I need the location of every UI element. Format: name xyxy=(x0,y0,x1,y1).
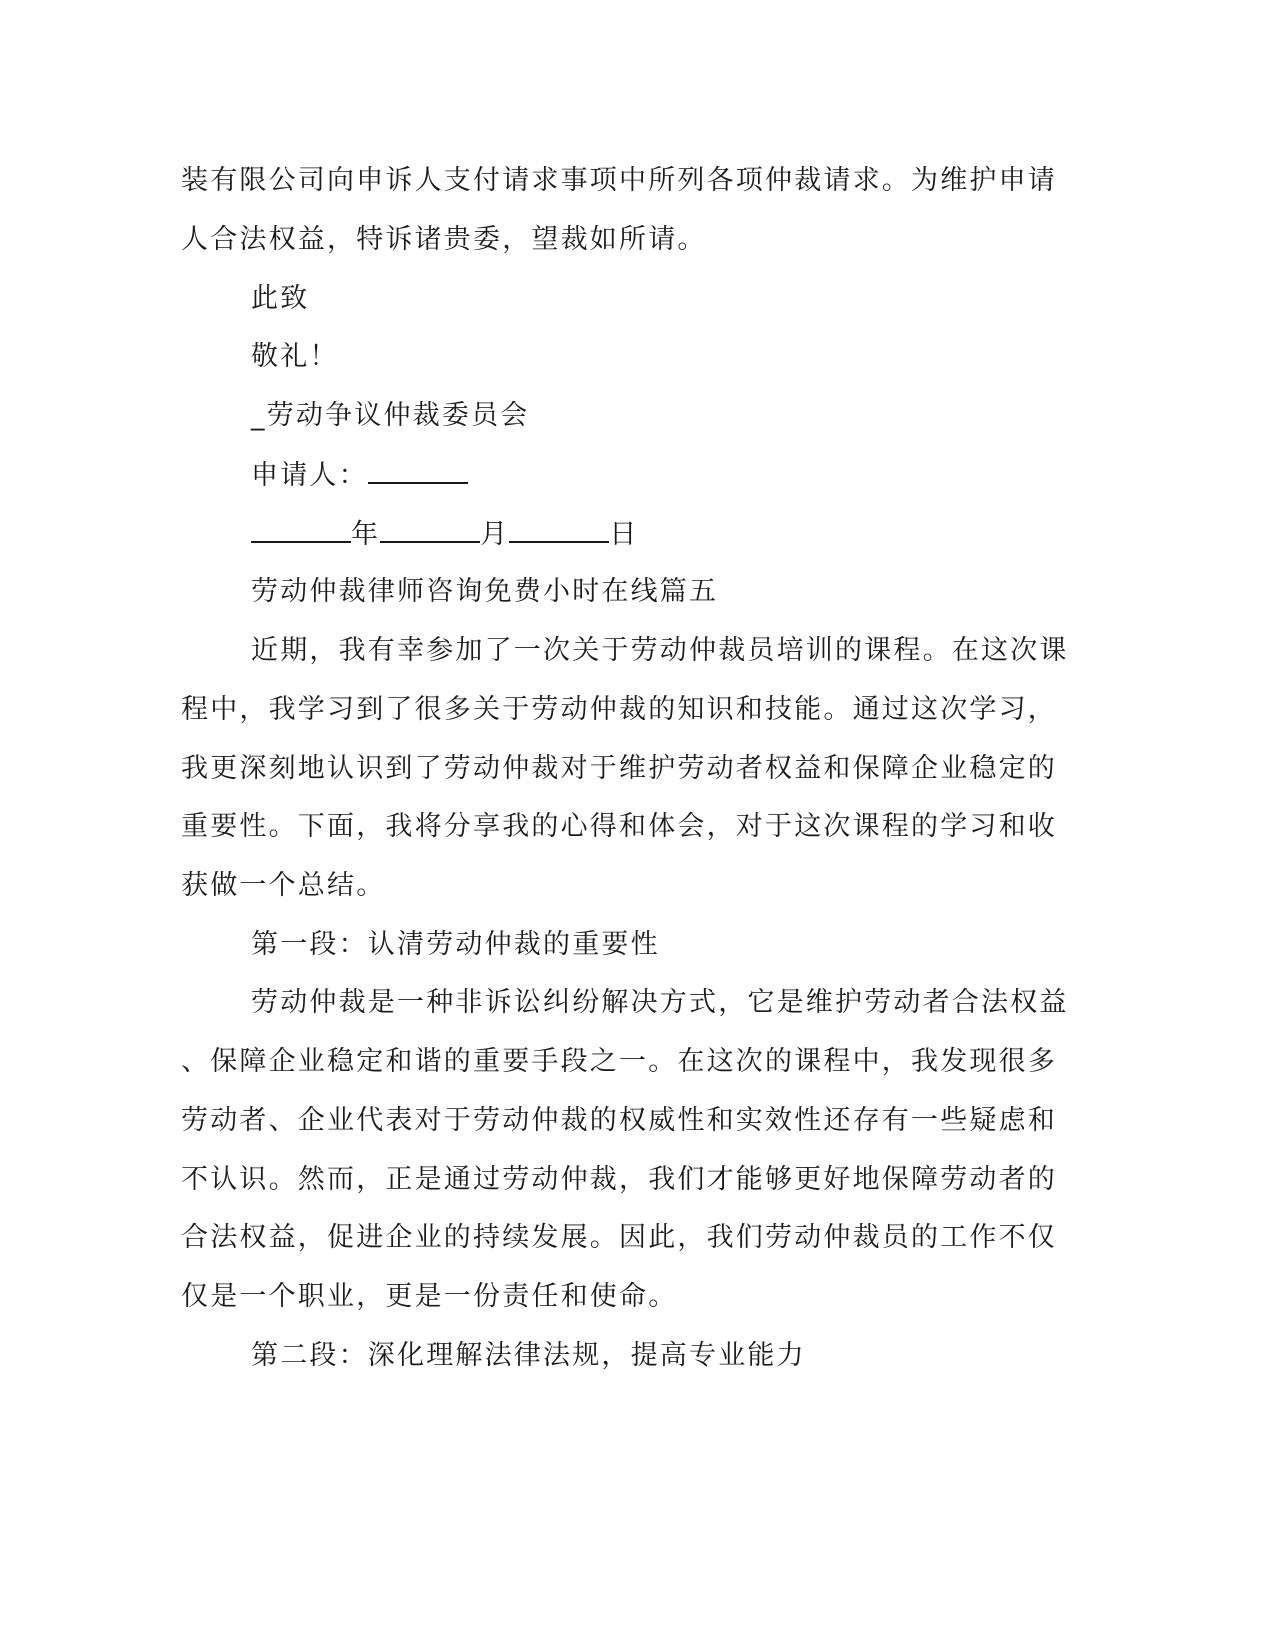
paragraph-line: 劳动者、企业代表对于劳动仲裁的权威性和实效性还存有一些疑虑和 xyxy=(181,1105,1057,1136)
paragraph-line: 近期，我有幸参加了一次关于劳动仲裁员培训的课程。在这次课 xyxy=(251,635,1069,666)
paragraph-line: 获做一个总结。 xyxy=(181,870,386,901)
salutation-line: 敬礼！ xyxy=(251,341,339,372)
paragraph-line: 我更深刻地认识到了劳动仲裁对于维护劳动者权益和保障企业稳定的 xyxy=(181,753,1057,784)
month-blank xyxy=(380,517,480,543)
applicant-line xyxy=(251,458,1121,493)
paragraph-line: 程中，我学习到了很多关于劳动仲裁的知识和技能。通过这次学习， xyxy=(181,694,1057,725)
paragraph-line: 不认识。然而，正是通过劳动仲裁，我们才能够更好地保障劳动者的 xyxy=(181,1164,1057,1195)
section-heading: 劳动仲裁律师咨询免费小时在线篇五 xyxy=(251,576,719,607)
year-label: 年 xyxy=(351,519,381,550)
paragraph-line: 人合法权益，特诉诸贵委，望裁如所请。 xyxy=(181,224,707,255)
date-line xyxy=(251,517,1121,552)
recipient-line: _劳动争议仲裁委员会 xyxy=(251,400,530,431)
paragraph-line: 重要性。下面，我将分享我的心得和体会，对于这次课程的学习和收 xyxy=(181,811,1057,842)
year-blank xyxy=(251,517,351,543)
paragraph-line: 合法权益，促进企业的持续发展。因此，我们劳动仲裁员的工作不仅 xyxy=(181,1222,1057,1253)
paragraph-line: 装有限公司向申诉人支付请求事项中所列各项仲裁请求。为维护申请 xyxy=(181,165,1057,196)
section-heading: 第一段：认清劳动仲裁的重要性 xyxy=(251,929,660,960)
day-blank xyxy=(509,517,609,543)
month-label: 月 xyxy=(480,519,510,550)
section-heading: 第二段：深化理解法律法规，提高专业能力 xyxy=(251,1340,806,1371)
applicant-blank xyxy=(368,458,468,484)
paragraph-line: 、保障企业稳定和谐的重要手段之一。在这次的课程中，我发现很多 xyxy=(181,1046,1057,1077)
paragraph-line: 劳动仲裁是一种非诉讼纠纷解决方式，它是维护劳动者合法权益 xyxy=(251,987,1069,1018)
salutation-line: 此致 xyxy=(251,283,310,314)
paragraph-line: 仅是一个职业，更是一份责任和使命。 xyxy=(181,1281,678,1312)
applicant-label: 申请人： xyxy=(251,460,368,491)
day-label: 日 xyxy=(609,519,639,550)
